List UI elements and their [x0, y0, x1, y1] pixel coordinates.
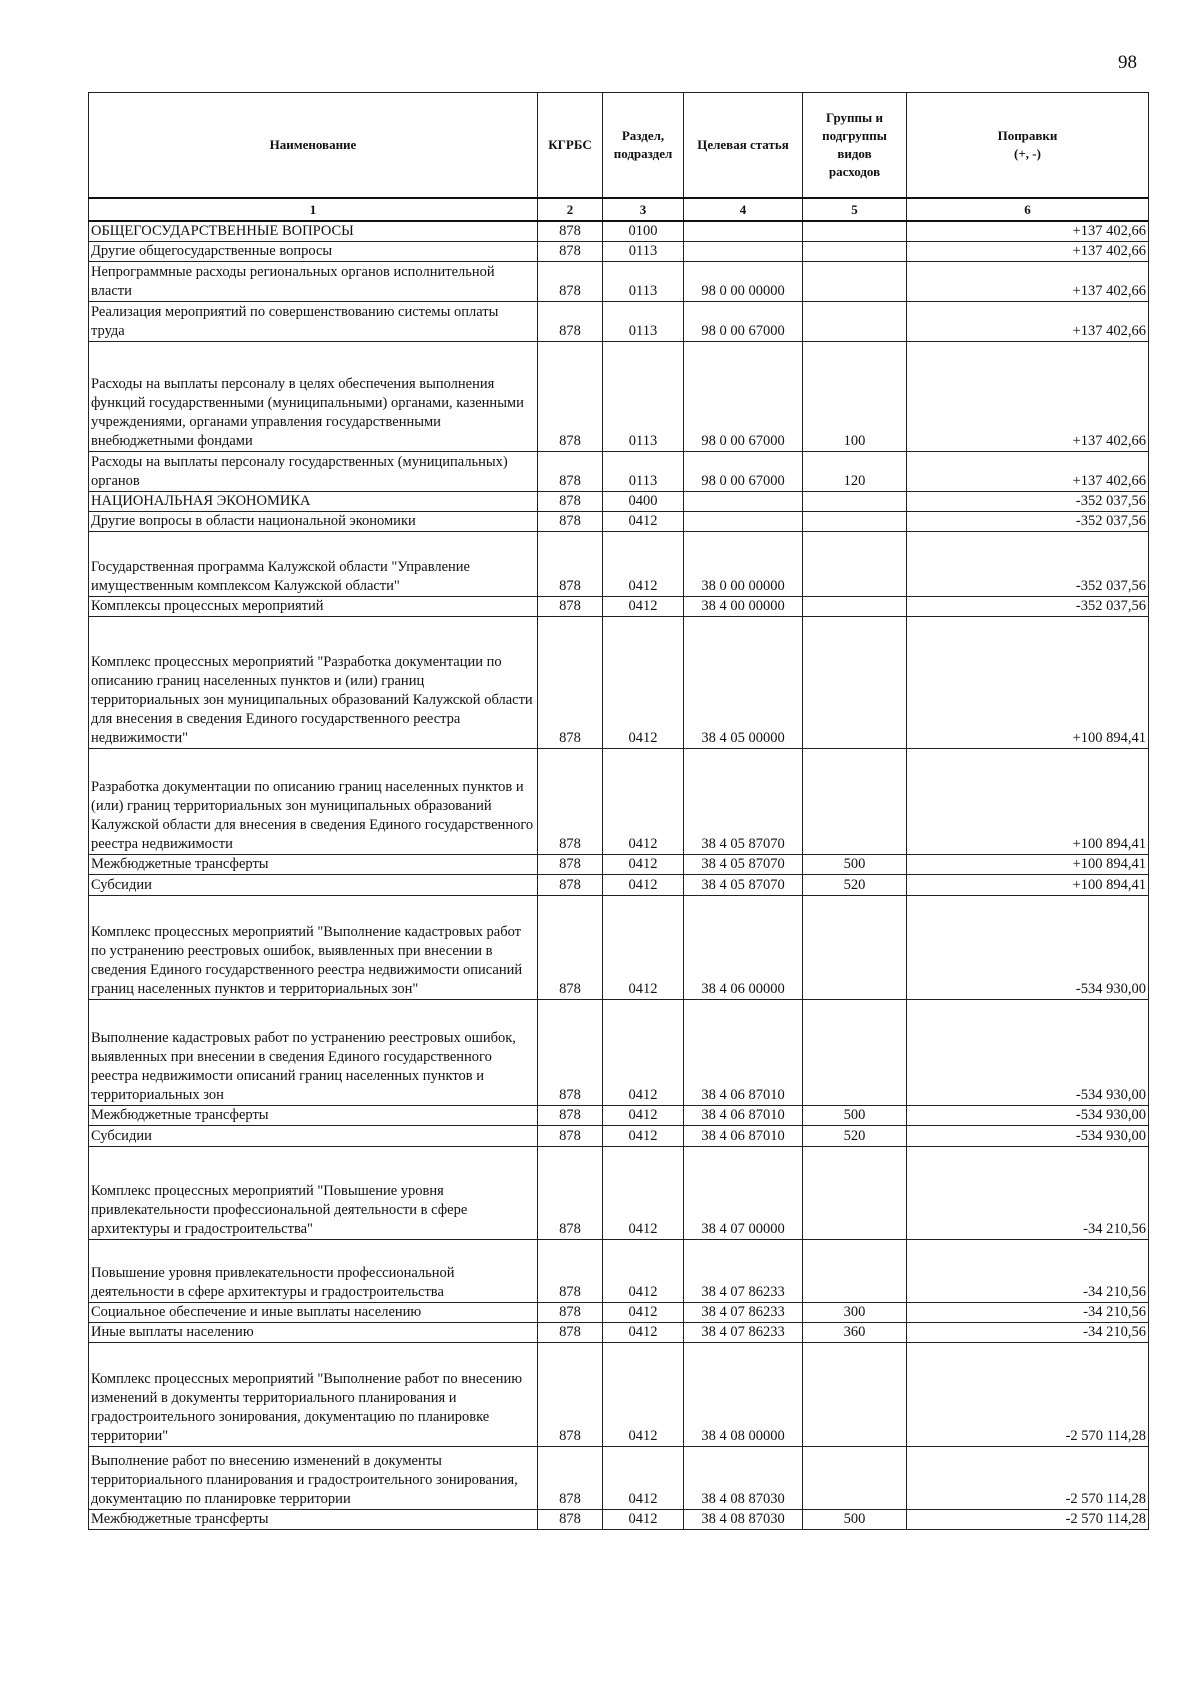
row-target-article: 98 0 00 67000	[684, 342, 803, 452]
header-target-article: Целевая статья	[684, 93, 803, 199]
row-section: 0412	[603, 1303, 684, 1323]
table-row	[89, 1147, 1149, 1240]
row-amount: -352 037,56	[907, 597, 1149, 617]
row-name: Другие общегосударственные вопросы	[89, 242, 538, 262]
table-row	[89, 1510, 1149, 1530]
row-kgrbs: 878	[538, 1106, 603, 1126]
row-section: 0100	[603, 221, 684, 242]
row-amount: +137 402,66	[907, 302, 1149, 342]
table-row	[89, 452, 1149, 492]
table-row	[89, 242, 1149, 262]
row-section: 0113	[603, 242, 684, 262]
row-target-article: 38 4 08 87030	[684, 1447, 803, 1510]
row-expense-group	[803, 532, 907, 597]
row-kgrbs: 878	[538, 1147, 603, 1240]
table-row	[89, 1323, 1149, 1343]
row-section: 0412	[603, 532, 684, 597]
row-name: Межбюджетные трансферты	[89, 1510, 538, 1530]
table-row	[89, 532, 1149, 597]
table-row	[89, 597, 1149, 617]
row-kgrbs: 878	[538, 1323, 603, 1343]
row-amount: -34 210,56	[907, 1303, 1149, 1323]
row-name: Реализация мероприятий по совершенствованию системы оплаты труда	[89, 302, 538, 342]
row-kgrbs: 878	[538, 617, 603, 749]
row-name: Комплекс процессных мероприятий "Повышение уровня привлекательности профессиональной деятельности в сфере архитектуры и градостроительства"	[89, 1147, 538, 1240]
row-kgrbs: 878	[538, 512, 603, 532]
row-amount: -534 930,00	[907, 1000, 1149, 1106]
row-kgrbs: 878	[538, 1126, 603, 1147]
column-number: 1	[89, 198, 538, 221]
row-expense-group	[803, 512, 907, 532]
budget-amendments-table	[88, 92, 1149, 1530]
table-row	[89, 1106, 1149, 1126]
row-expense-group: 100	[803, 342, 907, 452]
row-section: 0113	[603, 262, 684, 302]
row-section: 0412	[603, 1000, 684, 1106]
row-target-article: 38 4 07 00000	[684, 1147, 803, 1240]
row-section: 0400	[603, 492, 684, 512]
row-name: Выполнение кадастровых работ по устранению реестровых ошибок, выявленных при внесении в сведения Единого государственного реестра недвижимости описаний границ населенных пунктов и территориальных зон	[89, 1000, 538, 1106]
row-section: 0113	[603, 342, 684, 452]
table-row	[89, 749, 1149, 855]
table-row	[89, 512, 1149, 532]
row-section: 0412	[603, 617, 684, 749]
row-target-article: 38 4 05 87070	[684, 855, 803, 875]
row-target-article: 38 4 08 87030	[684, 1510, 803, 1530]
row-name: Иные выплаты населению	[89, 1323, 538, 1343]
row-section: 0113	[603, 302, 684, 342]
row-expense-group	[803, 242, 907, 262]
row-amount: +137 402,66	[907, 342, 1149, 452]
row-expense-group: 500	[803, 1106, 907, 1126]
column-number: 3	[603, 198, 684, 221]
column-number: 2	[538, 198, 603, 221]
row-target-article: 38 4 06 00000	[684, 896, 803, 1000]
row-amount: +100 894,41	[907, 875, 1149, 896]
row-amount: -34 210,56	[907, 1240, 1149, 1303]
row-section: 0412	[603, 749, 684, 855]
row-amount: -34 210,56	[907, 1147, 1149, 1240]
row-kgrbs: 878	[538, 896, 603, 1000]
row-section: 0412	[603, 1323, 684, 1343]
row-kgrbs: 878	[538, 875, 603, 896]
row-amount: -2 570 114,28	[907, 1510, 1149, 1530]
table-row	[89, 1000, 1149, 1106]
row-name: Комплекс процессных мероприятий "Выполнение кадастровых работ по устранению реестровых ошибок, выявленных при внесении в сведения Единого государственного реестра недвижимости описаний границ населенных пунктов и территориальных зон"	[89, 896, 538, 1000]
table-row	[89, 1240, 1149, 1303]
row-kgrbs: 878	[538, 302, 603, 342]
row-target-article: 98 0 00 67000	[684, 452, 803, 492]
row-expense-group: 520	[803, 1126, 907, 1147]
row-expense-group	[803, 492, 907, 512]
table-row	[89, 855, 1149, 875]
row-amount: +100 894,41	[907, 617, 1149, 749]
row-kgrbs: 878	[538, 452, 603, 492]
row-expense-group	[803, 1147, 907, 1240]
row-target-article: 38 4 00 00000	[684, 597, 803, 617]
row-target-article	[684, 512, 803, 532]
table-row	[89, 221, 1149, 242]
row-section: 0412	[603, 1240, 684, 1303]
row-kgrbs: 878	[538, 492, 603, 512]
row-name: ОБЩЕГОСУДАРСТВЕННЫЕ ВОПРОСЫ	[89, 221, 538, 242]
table-row	[89, 1343, 1149, 1447]
row-kgrbs: 878	[538, 242, 603, 262]
row-expense-group: 500	[803, 855, 907, 875]
row-target-article: 38 4 07 86233	[684, 1323, 803, 1343]
row-amount: -534 930,00	[907, 1126, 1149, 1147]
header-name: Наименование	[89, 93, 538, 199]
row-kgrbs: 878	[538, 221, 603, 242]
row-name: Расходы на выплаты персоналу в целях обеспечения выполнения функций государственными (муниципальными) органами, казенными учреждениями, органами управления государственными внебюджетными фондами	[89, 342, 538, 452]
table-body	[89, 221, 1149, 1530]
row-name: НАЦИОНАЛЬНАЯ ЭКОНОМИКА	[89, 492, 538, 512]
table-row	[89, 896, 1149, 1000]
header-kgrbs: КГРБС	[538, 93, 603, 199]
row-section: 0412	[603, 855, 684, 875]
row-kgrbs: 878	[538, 1303, 603, 1323]
row-target-article: 38 4 06 87010	[684, 1106, 803, 1126]
row-target-article: 38 4 07 86233	[684, 1240, 803, 1303]
row-target-article	[684, 242, 803, 262]
row-name: Повышение уровня привлекательности профессиональной деятельности в сфере архитектуры и градостроительства	[89, 1240, 538, 1303]
table-row	[89, 342, 1149, 452]
row-target-article	[684, 492, 803, 512]
row-name: Межбюджетные трансферты	[89, 855, 538, 875]
row-section: 0412	[603, 1510, 684, 1530]
header-amendments: Поправки (+, -)	[907, 93, 1149, 199]
row-expense-group: 520	[803, 875, 907, 896]
table-row	[89, 875, 1149, 896]
row-expense-group: 120	[803, 452, 907, 492]
row-amount: -34 210,56	[907, 1323, 1149, 1343]
row-amount: -352 037,56	[907, 492, 1149, 512]
row-section: 0412	[603, 512, 684, 532]
row-name: Расходы на выплаты персоналу государственных (муниципальных) органов	[89, 452, 538, 492]
row-target-article: 38 4 05 87070	[684, 749, 803, 855]
row-name: Комплекс процессных мероприятий "Выполнение работ по внесению изменений в документы территориального планирования и градостроительного зонирования, документацию по планировке территории"	[89, 1343, 538, 1447]
row-expense-group	[803, 749, 907, 855]
row-expense-group	[803, 896, 907, 1000]
row-target-article: 38 4 05 00000	[684, 617, 803, 749]
page-number: 98	[1118, 52, 1137, 73]
table-row	[89, 1303, 1149, 1323]
row-section: 0412	[603, 896, 684, 1000]
row-amount: +137 402,66	[907, 221, 1149, 242]
row-amount: +137 402,66	[907, 452, 1149, 492]
row-section: 0412	[603, 1106, 684, 1126]
row-target-article: 38 4 06 87010	[684, 1000, 803, 1106]
table-row	[89, 1447, 1149, 1510]
row-section: 0412	[603, 1343, 684, 1447]
column-number: 6	[907, 198, 1149, 221]
row-expense-group: 300	[803, 1303, 907, 1323]
row-name: Социальное обеспечение и иные выплаты населению	[89, 1303, 538, 1323]
row-name: Непрограммные расходы региональных органов исполнительной власти	[89, 262, 538, 302]
row-section: 0412	[603, 597, 684, 617]
row-target-article: 38 4 05 87070	[684, 875, 803, 896]
row-amount: -352 037,56	[907, 532, 1149, 597]
row-kgrbs: 878	[538, 1510, 603, 1530]
row-expense-group: 360	[803, 1323, 907, 1343]
table-row	[89, 1126, 1149, 1147]
row-amount: -2 570 114,28	[907, 1447, 1149, 1510]
row-kgrbs: 878	[538, 1240, 603, 1303]
row-name: Другие вопросы в области национальной экономики	[89, 512, 538, 532]
row-target-article: 38 4 08 00000	[684, 1343, 803, 1447]
row-amount: -534 930,00	[907, 896, 1149, 1000]
table-row	[89, 617, 1149, 749]
row-expense-group: 500	[803, 1510, 907, 1530]
table-row	[89, 492, 1149, 512]
row-target-article: 38 4 07 86233	[684, 1303, 803, 1323]
row-kgrbs: 878	[538, 532, 603, 597]
row-kgrbs: 878	[538, 342, 603, 452]
row-section: 0113	[603, 452, 684, 492]
row-name: Разработка документации по описанию границ населенных пунктов и (или) границ территориальных зон муниципальных образований Калужской области для внесения в сведения Единого государственного реестра недвижимости	[89, 749, 538, 855]
row-kgrbs: 878	[538, 1447, 603, 1510]
table-header-row	[89, 93, 1149, 199]
row-name: Выполнение работ по внесению изменений в документы территориального планирования и градостроительного зонирования, документацию по планировке территории	[89, 1447, 538, 1510]
row-target-article: 38 4 06 87010	[684, 1126, 803, 1147]
row-target-article	[684, 221, 803, 242]
row-amount: +100 894,41	[907, 855, 1149, 875]
row-name: Государственная программа Калужской области "Управление имущественным комплексом Калужской области"	[89, 532, 538, 597]
column-number: 4	[684, 198, 803, 221]
row-amount: +137 402,66	[907, 242, 1149, 262]
header-section: Раздел, подраздел	[603, 93, 684, 199]
row-name: Комплексы процессных мероприятий	[89, 597, 538, 617]
row-kgrbs: 878	[538, 1343, 603, 1447]
row-section: 0412	[603, 1447, 684, 1510]
row-amount: -352 037,56	[907, 512, 1149, 532]
row-amount: +100 894,41	[907, 749, 1149, 855]
table-row	[89, 302, 1149, 342]
row-kgrbs: 878	[538, 262, 603, 302]
row-expense-group	[803, 302, 907, 342]
row-expense-group	[803, 1000, 907, 1106]
row-expense-group	[803, 1343, 907, 1447]
row-section: 0412	[603, 1126, 684, 1147]
row-expense-group	[803, 597, 907, 617]
header-expense-groups: Группы и подгруппы видов расходов	[803, 93, 907, 199]
column-number-row	[89, 198, 1149, 221]
row-expense-group	[803, 1447, 907, 1510]
row-amount: +137 402,66	[907, 262, 1149, 302]
row-amount: -534 930,00	[907, 1106, 1149, 1126]
row-expense-group	[803, 262, 907, 302]
row-section: 0412	[603, 1147, 684, 1240]
table-row	[89, 262, 1149, 302]
row-kgrbs: 878	[538, 597, 603, 617]
column-number: 5	[803, 198, 907, 221]
row-kgrbs: 878	[538, 749, 603, 855]
row-expense-group	[803, 617, 907, 749]
row-name: Межбюджетные трансферты	[89, 1106, 538, 1126]
row-name: Субсидии	[89, 1126, 538, 1147]
row-section: 0412	[603, 875, 684, 896]
row-target-article: 38 0 00 00000	[684, 532, 803, 597]
row-expense-group	[803, 221, 907, 242]
row-name: Субсидии	[89, 875, 538, 896]
row-target-article: 98 0 00 00000	[684, 262, 803, 302]
row-kgrbs: 878	[538, 1000, 603, 1106]
row-name: Комплекс процессных мероприятий "Разработка документации по описанию границ населенных пунктов и (или) границ территориальных зон муниципальных образований Калужской области для внесения в сведения Единого государственного реестра недвижимости"	[89, 617, 538, 749]
row-target-article: 98 0 00 67000	[684, 302, 803, 342]
row-expense-group	[803, 1240, 907, 1303]
row-amount: -2 570 114,28	[907, 1343, 1149, 1447]
row-kgrbs: 878	[538, 855, 603, 875]
